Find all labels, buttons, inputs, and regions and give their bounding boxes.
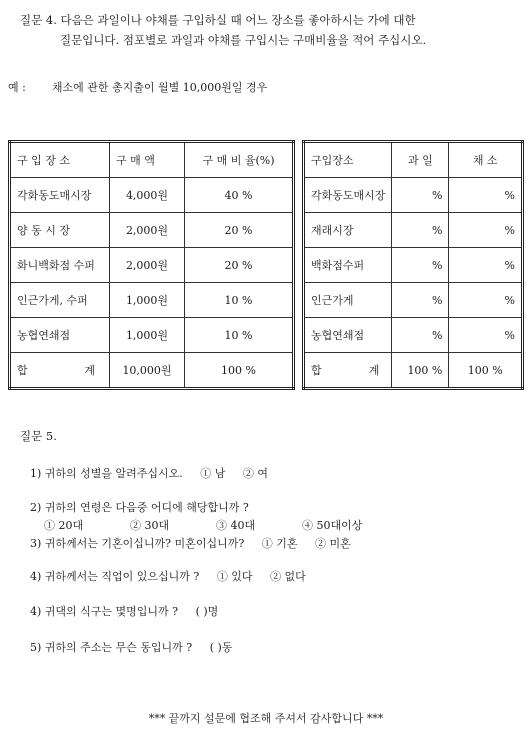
question-text: 4) 귀댁의 식구는 몇명입니까 ? <box>30 605 179 618</box>
table-cell: 농협연쇄점 <box>10 318 110 353</box>
address-blank[interactable]: ( )동 <box>209 641 233 654</box>
header-cell: 구 입 장 소 <box>10 142 110 178</box>
total-label-right: 계 <box>84 364 95 377</box>
question-text: 5) 귀하의 주소는 무슨 동입니까 ? <box>30 641 193 654</box>
question-family-size <box>30 604 218 620</box>
table-cell: 20 % <box>185 213 294 248</box>
total-label-left: 합 <box>311 364 322 377</box>
table-cell: 인근가게, 수퍼 <box>10 283 110 318</box>
question-marital <box>30 536 351 552</box>
table-cell: 1,000원 <box>110 318 185 353</box>
table-row <box>304 283 523 318</box>
fruit-ratio-input[interactable]: % <box>392 178 449 213</box>
table-row <box>304 318 523 353</box>
example-purchase-table <box>8 140 295 390</box>
table-row <box>10 178 294 213</box>
table-cell: 2,000원 <box>110 248 185 283</box>
table-cell: 양 동 시 장 <box>10 213 110 248</box>
header-cell: 구 매 액 <box>110 142 185 178</box>
vegetable-ratio-input[interactable]: % <box>449 318 523 353</box>
table-cell: 100 % <box>449 353 523 389</box>
question-4-line1: 질문 4. 다음은 과일이나 야채를 구입하실 때 어느 장소를 좋아하시는 가에 대한 <box>20 13 416 27</box>
fruit-ratio-input[interactable]: % <box>392 318 449 353</box>
fruit-ratio-input[interactable]: % <box>392 283 449 318</box>
table-row <box>10 248 294 283</box>
total-label-right: 계 <box>368 364 380 377</box>
fruit-ratio-input[interactable]: % <box>392 213 449 248</box>
table-row <box>10 213 294 248</box>
header-cell: 구 매 비 율(%) <box>185 142 294 178</box>
option-20s[interactable]: ① 20대 <box>44 519 84 532</box>
vegetable-ratio-input[interactable]: % <box>449 283 523 318</box>
fruit-ratio-input[interactable]: % <box>392 248 449 283</box>
table-cell: 100 % <box>185 353 294 389</box>
header-cell: 과 일 <box>392 142 449 178</box>
table-cell: 10,000원 <box>110 353 185 389</box>
table-cell: 농협연쇄점 <box>304 318 392 353</box>
table-cell: 20 % <box>185 248 294 283</box>
example-label: 예 : <box>8 81 26 94</box>
header-cell: 채 소 <box>449 142 523 178</box>
question-text: 2) 귀하의 연령은 다음중 어디에 해당합니까 ? <box>30 501 249 514</box>
table-cell: 백화점수퍼 <box>304 248 392 283</box>
table-cell: 재래시장 <box>304 213 392 248</box>
question-4-line2: 질문입니다. 점포별로 과일과 야채를 구입시는 구매비율을 적어 주십시오. <box>60 33 427 47</box>
total-label-left: 합 <box>17 364 28 377</box>
question-job <box>30 569 306 585</box>
table-total-row <box>10 353 294 389</box>
question-text: 1) 귀하의 성별을 알려주십시오. <box>30 467 183 480</box>
option-married[interactable]: ① 기혼 <box>261 537 298 550</box>
option-40s[interactable]: ③ 40대 <box>216 519 256 532</box>
table-cell: 각화동도매시장 <box>304 178 392 213</box>
table-cell: 인근가게 <box>304 283 392 318</box>
question-age <box>30 500 249 516</box>
table-cell: 10 % <box>185 283 294 318</box>
age-options <box>44 517 388 533</box>
table-cell: 100 % <box>392 353 449 389</box>
total-label <box>10 353 110 389</box>
purchase-ratio-table <box>302 140 524 390</box>
vegetable-ratio-input[interactable]: % <box>449 213 523 248</box>
closing-message: *** 끝까지 설문에 협조해 주셔서 감사합니다 *** <box>148 712 384 725</box>
vegetable-ratio-input[interactable]: % <box>449 248 523 283</box>
option-30s[interactable]: ② 30대 <box>130 519 170 532</box>
example-text: 채소에 관한 총지출이 월별 10,000원일 경우 <box>51 81 268 94</box>
option-single[interactable]: ② 미혼 <box>314 537 351 550</box>
table-row <box>10 318 294 353</box>
question-text: 3) 귀하께서는 기혼이십니까? 미혼이십니까? <box>30 537 245 550</box>
table-cell: 2,000원 <box>110 213 185 248</box>
question-4 <box>20 10 515 50</box>
option-female[interactable]: ② 여 <box>242 467 269 480</box>
table-cell: 10 % <box>185 318 294 353</box>
table-cell: 화니백화점 수퍼 <box>10 248 110 283</box>
table-total-row <box>304 353 523 389</box>
table-cell: 4,000원 <box>110 178 185 213</box>
family-size-blank[interactable]: ( )명 <box>195 605 219 618</box>
total-label <box>304 353 392 389</box>
vegetable-ratio-input[interactable]: % <box>449 178 523 213</box>
question-5-title: 질문 5. <box>20 429 57 443</box>
option-50s-plus[interactable]: ④ 50대이상 <box>302 519 363 532</box>
table-header-row <box>10 142 294 178</box>
example-note <box>8 80 267 96</box>
header-cell: 구입장소 <box>304 142 392 178</box>
question-gender <box>30 466 268 482</box>
table-header-row <box>304 142 523 178</box>
option-yes[interactable]: ① 있다 <box>216 570 253 583</box>
option-no[interactable]: ② 없다 <box>270 570 306 583</box>
table-row <box>304 178 523 213</box>
table-row <box>10 283 294 318</box>
option-male[interactable]: ① 남 <box>200 467 226 480</box>
table-cell: 1,000원 <box>110 283 185 318</box>
table-cell: 40 % <box>185 178 294 213</box>
table-row <box>304 248 523 283</box>
question-text: 4) 귀하께서는 직업이 있으십니까 ? <box>30 570 200 583</box>
table-cell: 각화동도매시장 <box>10 178 110 213</box>
question-address <box>30 640 232 656</box>
table-row <box>304 213 523 248</box>
